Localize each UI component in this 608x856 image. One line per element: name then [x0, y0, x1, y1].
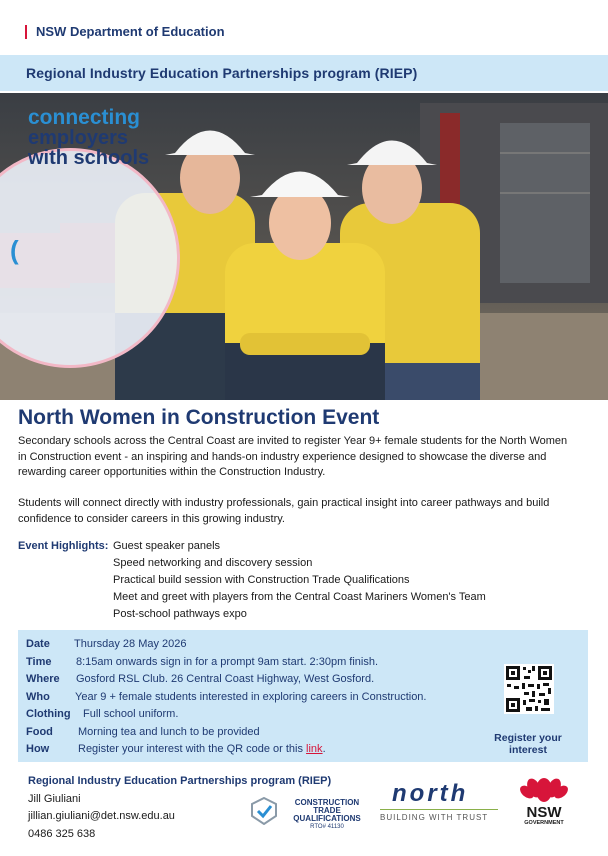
time-value: 8:15am onwards sign in for a prompt 9am start. 2:30pm finish.: [76, 656, 379, 668]
tagline-line-2: employers: [28, 127, 129, 149]
highlight-item: Meet and greet with players from the Central Coast Mariners Women's Team: [113, 591, 486, 603]
highlights-label: Event Highlights:: [18, 540, 109, 552]
contact-name: Jill Giuliani: [28, 792, 81, 805]
north-tagline: BUILDING WITH TRUST: [380, 813, 489, 822]
north-wordmark: north: [392, 780, 469, 807]
ctq-line-1: CONSTRUCTION TRADE: [294, 798, 360, 815]
clothing-value: Full school uniform.: [83, 708, 179, 720]
highlight-item: Practical build session with Construction Trade Qualifications: [113, 574, 410, 586]
how-after: .: [322, 743, 326, 755]
who-value: Year 9 + female students interested in exploring careers in Construction.: [75, 691, 427, 703]
page-header: [0, 0, 608, 54]
how-value: [78, 743, 326, 755]
nsw-government-text: GOVERNMENT: [524, 820, 564, 826]
program-band: [0, 55, 608, 91]
nsw-government-logo: [518, 770, 570, 830]
ctq-logo: [250, 795, 372, 829]
event-details-box: [18, 630, 588, 762]
how-text: Register your interest with the QR code or this: [78, 743, 303, 755]
header-accent-rule: [25, 25, 27, 39]
highlight-item: Post-school pathways expo: [113, 608, 247, 620]
north-logo: [380, 780, 500, 826]
register-link[interactable]: link: [306, 743, 323, 755]
where-label: Where: [26, 673, 60, 685]
nsw-wordmark: NSW: [526, 804, 562, 821]
intro-paragraph: Secondary schools across the Central Coast are invited to register Year 9+ female students for the North Women in Construction event - an inspiring and hands-on industry experience designed to showcase the diverse and rewarding career opportunities within the Construction Industry.: [18, 435, 568, 479]
ctq-check-icon: [250, 797, 278, 825]
outcomes-paragraph: Students will connect directly with industry professionals, gain practical insight into career pathways and build confidence to consider careers in this growing industry.: [18, 497, 550, 525]
contact-heading: Regional Industry Education Partnerships program (RIEP): [28, 775, 332, 787]
bracket-icon: (: [10, 235, 19, 265]
clothing-label: Clothing: [26, 708, 71, 720]
ctq-line-2: QUALIFICATIONS: [293, 814, 361, 823]
register-line-2: interest: [509, 744, 547, 756]
tagline-line-3: with schools: [28, 147, 150, 169]
north-divider: [380, 809, 498, 810]
department-name: NSW Department of Education: [36, 24, 225, 39]
qr-code-icon[interactable]: [504, 664, 554, 714]
contact-email[interactable]: jillian.giuliani@det.nsw.edu.au: [28, 810, 175, 822]
where-value: Gosford RSL Club. 26 Central Coast Highway, West Gosford.: [76, 673, 375, 685]
qr-code-graphic: [504, 664, 554, 714]
event-title: North Women in Construction Event: [18, 406, 380, 429]
register-interest-label: [488, 732, 568, 756]
date-label: Date: [26, 638, 50, 650]
date-value: Thursday 28 May 2026: [74, 638, 187, 650]
ctq-wordmark: [282, 799, 372, 831]
who-label: Who: [26, 691, 50, 703]
register-line-1: Register your: [494, 732, 562, 744]
food-value: Morning tea and lunch to be provided: [78, 726, 260, 738]
highlight-item: Guest speaker panels: [113, 540, 221, 552]
time-label: Time: [26, 656, 52, 668]
waratah-icon: [518, 770, 570, 804]
program-title: Regional Industry Education Partnerships program (RIEP): [26, 65, 418, 81]
tagline-line-1: connecting: [28, 106, 141, 129]
highlight-item: Speed networking and discovery session: [113, 557, 313, 569]
ctq-line-3: RTO# 41130: [310, 824, 344, 830]
contact-phone: 0486 325 638: [28, 827, 96, 840]
food-label: Food: [26, 726, 53, 738]
tagline-text: [28, 108, 149, 168]
how-label: How: [26, 743, 50, 755]
